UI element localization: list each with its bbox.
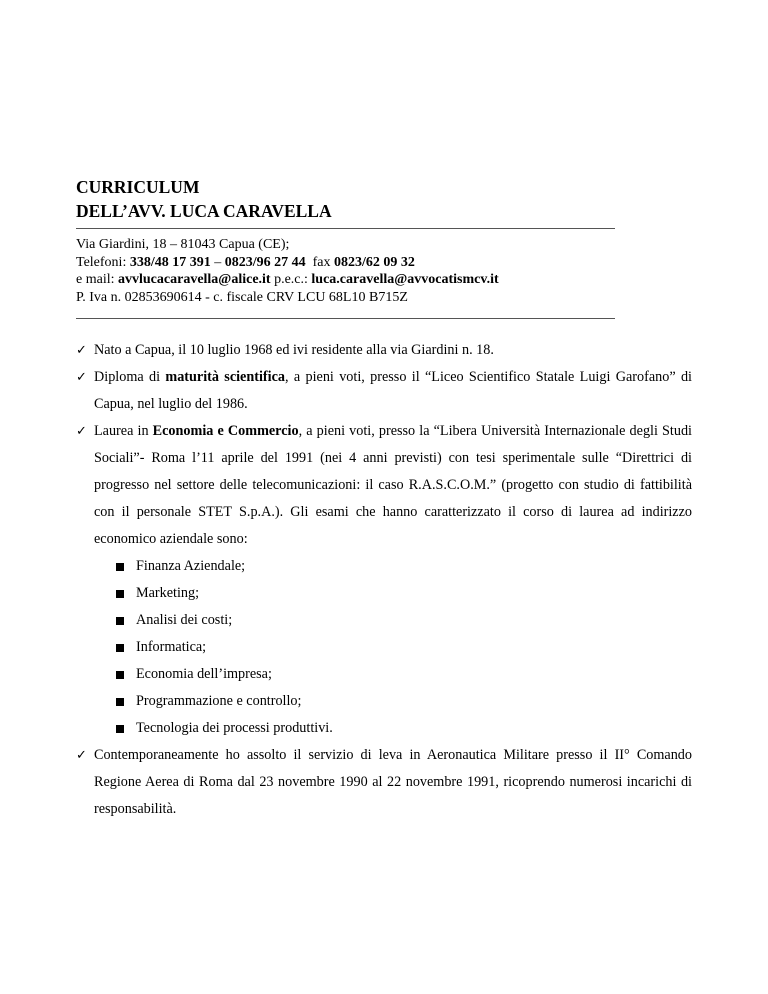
email-address: avvlucacaravella@alice.it <box>118 272 271 287</box>
exam-item: Economia dell’impresa; <box>116 661 692 688</box>
checkmark-icon: ✓ <box>76 424 87 439</box>
square-bullet-icon <box>116 698 124 706</box>
phone-separator: – <box>210 254 225 270</box>
divider-bottom <box>76 318 615 319</box>
pec-label: p.e.c.: <box>270 272 312 287</box>
list-item-laurea <box>76 418 692 742</box>
title-line-2: DELL’AVV. LUCA CARAVELLA <box>76 201 332 221</box>
pec-address: luca.caravella@avvocatismcv.it <box>311 272 499 287</box>
square-bullet-icon <box>116 671 124 679</box>
cv-title <box>76 175 332 223</box>
checkmark-icon: ✓ <box>76 343 87 358</box>
contact-block <box>76 236 499 306</box>
square-bullet-icon <box>116 563 124 571</box>
phones-label: Telefoni: <box>76 254 130 270</box>
divider-top <box>76 228 615 229</box>
square-bullet-icon <box>116 617 124 625</box>
email-label: e mail: <box>76 272 118 287</box>
exam-item: Finanza Aziendale; <box>116 553 692 580</box>
diploma-details: , a pieni voti, presso il “Liceo Scientifico Statale Luigi Garofano” di Capua, nel luglio del 1986. <box>94 369 692 412</box>
fax-number: 0823/62 09 32 <box>334 254 415 270</box>
tax-line: P. Iva n. 02853690614 - c. fiscale CRV LCU 68L10 B715Z <box>76 289 408 305</box>
diploma-title: maturità scientifica <box>165 369 285 385</box>
military-text: Contemporaneamente ho assolto il servizio di leva in Aeronautica Militare presso il II° Comando Regione Aerea di Roma dal 23 novembre 1990 al 22 novembre 1991, ricoprendo numerosi incarichi di responsabilità. <box>94 747 692 817</box>
laurea-details: , a pieni voti, presso la “Libera Università Internazionale degli Studi Sociali”- Roma l’11 aprile del 1991 (nei 4 anni previsti) con tesi sperimentale sulle “Direttrici di progresso nel settore delle telecomunicazioni: il caso R.A.S.C.O.M.” (progetto con studio di fattibilità con il personale STET S.p.A.). Gli esami che hanno caratterizzato il corso di laurea ad indirizzo economico aziendale sono: <box>94 423 693 547</box>
fax-label: fax <box>305 254 335 270</box>
cv-list <box>76 337 692 823</box>
checkmark-icon: ✓ <box>76 370 87 385</box>
exam-item: Marketing; <box>116 580 692 607</box>
checkmark-icon: ✓ <box>76 748 87 763</box>
laurea-prefix: Laurea in <box>94 423 153 439</box>
email-line <box>76 271 499 289</box>
address-line: Via Giardini, 18 – 81043 Capua (CE); <box>76 237 290 252</box>
exam-item: Informatica; <box>116 634 692 661</box>
phone-1: 338/48 17 391 <box>129 254 211 270</box>
diploma-prefix: Diploma di <box>94 369 166 385</box>
birth-text: Nato a Capua, il 10 luglio 1968 ed ivi residente alla via Giardini n. 18. <box>94 342 494 358</box>
exam-list <box>94 553 692 742</box>
list-item-diploma <box>76 364 692 418</box>
title-line-1: CURRICULUM <box>76 177 200 197</box>
phone-2: 0823/96 27 44 <box>224 254 306 270</box>
phone-line <box>76 254 499 272</box>
list-item-birth <box>76 337 692 364</box>
exam-item: Tecnologia dei processi produttivi. <box>116 715 692 742</box>
list-item-military <box>76 742 692 823</box>
square-bullet-icon <box>116 590 124 598</box>
laurea-title: Economia e Commercio <box>152 423 299 439</box>
square-bullet-icon <box>116 725 124 733</box>
square-bullet-icon <box>116 644 124 652</box>
exam-item: Analisi dei costi; <box>116 607 692 634</box>
exam-item: Programmazione e controllo; <box>116 688 692 715</box>
